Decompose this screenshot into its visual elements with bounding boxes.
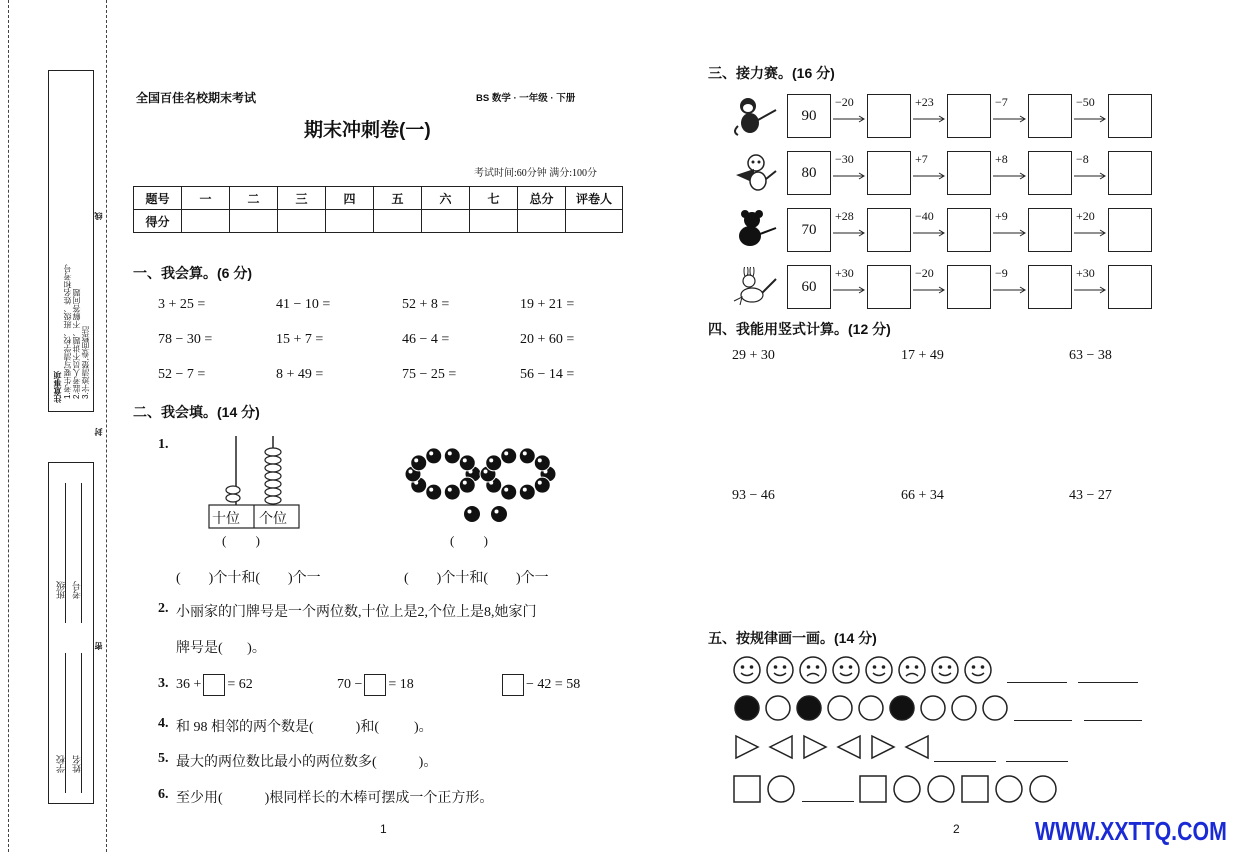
q1-fill-left[interactable]: ( )个十和( )个一	[176, 571, 321, 586]
page-number-right: 2	[953, 822, 960, 836]
relay-operator: −50	[1076, 95, 1095, 109]
calc-item: 75 − 25 =	[402, 367, 457, 382]
answer-blank-line[interactable]	[1014, 719, 1072, 721]
abacus-tens-label: 十位	[212, 512, 240, 527]
mark-mi: 密	[94, 642, 103, 650]
score-entry[interactable]	[374, 210, 422, 233]
q2-line-2[interactable]: 牌号是( )。	[176, 641, 266, 656]
notice-box	[48, 70, 94, 412]
q4-text[interactable]: 和 98 相邻的两个数是( )和( )。	[176, 720, 433, 735]
circle-icon	[981, 694, 1009, 727]
q3-part-c	[500, 674, 580, 696]
circle-icon	[950, 694, 978, 727]
triangle-right-icon	[733, 733, 761, 766]
q3-a-prefix: 36 +	[176, 677, 202, 693]
score-entry[interactable]	[182, 210, 230, 233]
q3-b-prefix: 70 −	[337, 677, 363, 693]
q1-fill-right[interactable]: ( )个十和( )个一	[404, 571, 549, 586]
bead-rings-illustration	[405, 440, 565, 528]
calc-item: 20 + 60 =	[520, 332, 575, 347]
score-cell: 六	[422, 187, 470, 210]
arrow-right-icon	[993, 224, 1026, 232]
bead	[464, 506, 480, 522]
vertical-calc-item: 63 − 38	[1069, 348, 1112, 363]
cat-icon	[732, 153, 778, 193]
bead	[519, 484, 535, 500]
answer-blank-line[interactable]	[1078, 681, 1138, 683]
relay-answer-box[interactable]	[867, 208, 911, 252]
relay-operator: −20	[915, 266, 934, 280]
smiley-face-icon	[765, 655, 795, 690]
arrow-right-icon	[833, 224, 865, 232]
answer-blank-line[interactable]	[1006, 760, 1068, 762]
calc-item: 78 − 30 =	[158, 332, 213, 347]
smiley-face-icon	[963, 655, 993, 690]
exam-info: 考试时间:60分钟 满分:100分	[474, 168, 598, 179]
relay-answer-box[interactable]	[1028, 94, 1072, 138]
notice-line-3: 3.字迹清楚,卷面整洁	[81, 326, 90, 399]
page-title: 期末冲刺卷(一)	[304, 120, 431, 141]
relay-operator: −40	[915, 209, 934, 223]
q3-b-blank[interactable]	[364, 674, 386, 696]
q6-number: 6.	[158, 787, 169, 802]
q3-part-a	[176, 674, 253, 696]
arrow-right-icon	[1074, 281, 1106, 289]
score-cell-label: 题号	[134, 187, 182, 210]
bead	[519, 448, 535, 464]
circle-icon	[1028, 774, 1058, 809]
q3-a-suffix: = 62	[227, 677, 253, 693]
relay-start-box: 70	[787, 208, 831, 252]
filled-circle-icon	[795, 694, 823, 727]
calc-item: 46 − 4 =	[402, 332, 450, 347]
circle-icon	[826, 694, 854, 727]
arrow-right-icon	[913, 281, 945, 289]
score-entry[interactable]	[326, 210, 374, 233]
rabbit-icon	[732, 267, 778, 307]
abacus-ones-label: 个位	[259, 512, 287, 527]
relay-operator: −9	[995, 266, 1008, 280]
circle-icon	[994, 774, 1024, 809]
circle-icon	[857, 694, 885, 727]
arrow-right-icon	[913, 167, 945, 175]
notice-line-1: 1.考生要写清学校、班级、姓名和考号	[63, 264, 72, 399]
calc-item: 15 + 7 =	[276, 332, 324, 347]
notice-line-2: 2.监考人员不讲题、不解答问题	[72, 288, 81, 399]
relay-answer-box[interactable]	[1108, 208, 1152, 252]
monkey-icon	[732, 96, 778, 136]
relay-operator: −30	[835, 152, 854, 166]
bead	[426, 484, 442, 500]
score-table-score-row	[134, 210, 623, 233]
calc-item: 56 − 14 =	[520, 367, 575, 382]
arrow-right-icon	[993, 110, 1026, 118]
filled-circle-icon	[733, 694, 761, 727]
relay-answer-box[interactable]	[867, 265, 911, 309]
triangle-left-icon	[767, 733, 795, 766]
score-entry[interactable]	[518, 210, 566, 233]
arrow-right-icon	[913, 224, 945, 232]
page-number-left: 1	[380, 822, 387, 836]
relay-answer-box[interactable]	[1028, 265, 1072, 309]
score-table	[133, 186, 623, 233]
score-cell: 二	[230, 187, 278, 210]
score-cell: 评卷人	[566, 187, 623, 210]
score-cell: 七	[470, 187, 518, 210]
field-name-label: 姓名	[72, 755, 82, 773]
relay-operator: +23	[915, 95, 934, 109]
calc-item: 52 − 7 =	[158, 367, 206, 382]
section-5-title: 五、按规律画一画。(14 分)	[708, 630, 877, 646]
bead	[444, 448, 460, 464]
relay-operator: −20	[835, 95, 854, 109]
score-entry[interactable]	[278, 210, 326, 233]
relay-answer-box[interactable]	[947, 151, 991, 195]
relay-answer-box[interactable]	[867, 94, 911, 138]
bead	[534, 477, 550, 493]
bead	[411, 455, 427, 471]
arrow-right-icon	[993, 167, 1026, 175]
edition-label: BS 数学 · 一年级 · 下册	[476, 93, 576, 104]
bead	[501, 448, 517, 464]
calc-item: 19 + 21 =	[520, 297, 575, 312]
score-entry[interactable]	[230, 210, 278, 233]
relay-answer-box[interactable]	[947, 265, 991, 309]
section-4-title: 四、我能用竖式计算。(12 分)	[708, 321, 891, 337]
square-icon	[858, 774, 888, 809]
relay-operator: +28	[835, 209, 854, 223]
arrow-right-icon	[1074, 110, 1106, 118]
score-cell: 一	[182, 187, 230, 210]
relay-answer-box[interactable]	[947, 94, 991, 138]
abacus-answer-paren[interactable]: ( )	[222, 533, 260, 548]
q1-number: 1.	[158, 437, 169, 452]
arrow-right-icon	[833, 110, 865, 118]
q3-b-suffix: = 18	[388, 677, 414, 693]
section-3-title: 三、接力赛。(16 分)	[708, 65, 835, 81]
relay-operator: +30	[835, 266, 854, 280]
site-watermark: WWW.XXTTQ.COM	[1035, 816, 1227, 846]
cut-line-outer	[8, 0, 9, 852]
q5-text[interactable]: 最大的两位数比最小的两位数多( )。	[176, 755, 438, 770]
q3-number: 3.	[158, 676, 169, 691]
vertical-calc-item: 29 + 30	[732, 348, 775, 363]
square-icon	[732, 774, 762, 809]
vertical-calc-item: 43 − 27	[1069, 488, 1112, 503]
arrow-right-icon	[833, 281, 865, 289]
q3-part-b	[337, 674, 414, 696]
relay-operator: +8	[995, 152, 1008, 166]
q6-text[interactable]: 至少用( )根同样长的木棒可摆成一个正方形。	[176, 791, 494, 806]
triangle-left-icon	[835, 733, 863, 766]
calc-item: 41 − 10 =	[276, 297, 331, 312]
field-exam-no-label: 考号	[72, 581, 82, 599]
score-cell: 总分	[518, 187, 566, 210]
q2-number: 2.	[158, 601, 169, 616]
score-cell: 三	[278, 187, 326, 210]
relay-answer-box[interactable]	[1108, 94, 1152, 138]
relay-answer-box[interactable]	[867, 151, 911, 195]
q2-line-1: 小丽家的门牌号是一个两位数,十位上是2,个位上是8,她家门	[176, 605, 537, 620]
relay-start-box: 90	[787, 94, 831, 138]
score-entry[interactable]	[470, 210, 518, 233]
arrow-right-icon	[1074, 167, 1106, 175]
series-name: 全国百佳名校期末考试	[136, 91, 257, 105]
relay-answer-box[interactable]	[1108, 265, 1152, 309]
arrow-right-icon	[993, 281, 1026, 289]
score-entry[interactable]	[422, 210, 470, 233]
answer-blank-line[interactable]	[1084, 719, 1142, 721]
smiley-face-icon	[732, 655, 762, 690]
score-table-header-row	[134, 187, 623, 210]
vertical-calc-item: 66 + 34	[901, 488, 944, 503]
bead	[459, 455, 475, 471]
circle-icon	[764, 694, 792, 727]
beads-answer-paren[interactable]: ( )	[450, 533, 488, 548]
answer-blank-line[interactable]	[802, 800, 854, 802]
relay-operator: +20	[1076, 209, 1095, 223]
bead	[491, 506, 507, 522]
calc-item: 3 + 25 =	[158, 297, 206, 312]
relay-answer-box[interactable]	[1028, 208, 1072, 252]
relay-operator: −8	[1076, 152, 1089, 166]
relay-operator: −7	[995, 95, 1008, 109]
bear-icon	[732, 210, 778, 250]
triangle-right-icon	[801, 733, 829, 766]
cut-line-inner	[106, 0, 107, 852]
field-class-label: 班级	[56, 581, 66, 599]
arrow-right-icon	[833, 167, 865, 175]
vertical-calc-item: 93 − 46	[732, 488, 775, 503]
triangle-left-icon	[903, 733, 931, 766]
calc-item: 52 + 8 =	[402, 297, 450, 312]
score-entry[interactable]	[566, 210, 623, 233]
bead	[534, 455, 550, 471]
section-2-title: 二、我会填。(14 分)	[133, 404, 260, 420]
smiley-face-icon	[930, 655, 960, 690]
score-cell: 四	[326, 187, 374, 210]
relay-answer-box[interactable]	[947, 208, 991, 252]
calc-item: 8 + 49 =	[276, 367, 324, 382]
relay-answer-box[interactable]	[1108, 151, 1152, 195]
filled-circle-icon	[888, 694, 916, 727]
answer-blank-line[interactable]	[934, 760, 996, 762]
bead	[486, 455, 502, 471]
sad-face-icon	[798, 655, 828, 690]
relay-start-box: 60	[787, 265, 831, 309]
mark-feng: 封	[94, 428, 103, 436]
triangle-right-icon	[869, 733, 897, 766]
relay-operator: +7	[915, 152, 928, 166]
q3-c-suffix: − 42 = 58	[526, 677, 581, 693]
circle-icon	[919, 694, 947, 727]
sad-face-icon	[897, 655, 927, 690]
score-cell: 五	[374, 187, 422, 210]
relay-answer-box[interactable]	[1028, 151, 1072, 195]
square-icon	[960, 774, 990, 809]
mark-xian: 线	[94, 212, 103, 220]
vertical-calc-item: 17 + 49	[901, 348, 944, 363]
arrow-right-icon	[1074, 224, 1106, 232]
field-school-label: 学校	[56, 755, 66, 773]
score-row-label: 得分	[134, 210, 182, 233]
circle-icon	[926, 774, 956, 809]
student-info-box	[48, 462, 94, 804]
q5-number: 5.	[158, 751, 169, 766]
q3-a-blank[interactable]	[203, 674, 225, 696]
bead	[459, 477, 475, 493]
relay-start-box: 80	[787, 151, 831, 195]
circle-icon	[766, 774, 796, 809]
bead	[426, 448, 442, 464]
answer-blank-line[interactable]	[1007, 681, 1067, 683]
notice-head: 注意事项	[53, 371, 62, 403]
relay-operator: +9	[995, 209, 1008, 223]
smiley-face-icon	[864, 655, 894, 690]
circle-icon	[892, 774, 922, 809]
bead	[444, 484, 460, 500]
arrow-right-icon	[913, 110, 945, 118]
bead	[501, 484, 517, 500]
smiley-face-icon	[831, 655, 861, 690]
relay-operator: +30	[1076, 266, 1095, 280]
section-1-title: 一、我会算。(6 分)	[133, 265, 252, 281]
q3-c-blank[interactable]	[502, 674, 524, 696]
q4-number: 4.	[158, 716, 169, 731]
